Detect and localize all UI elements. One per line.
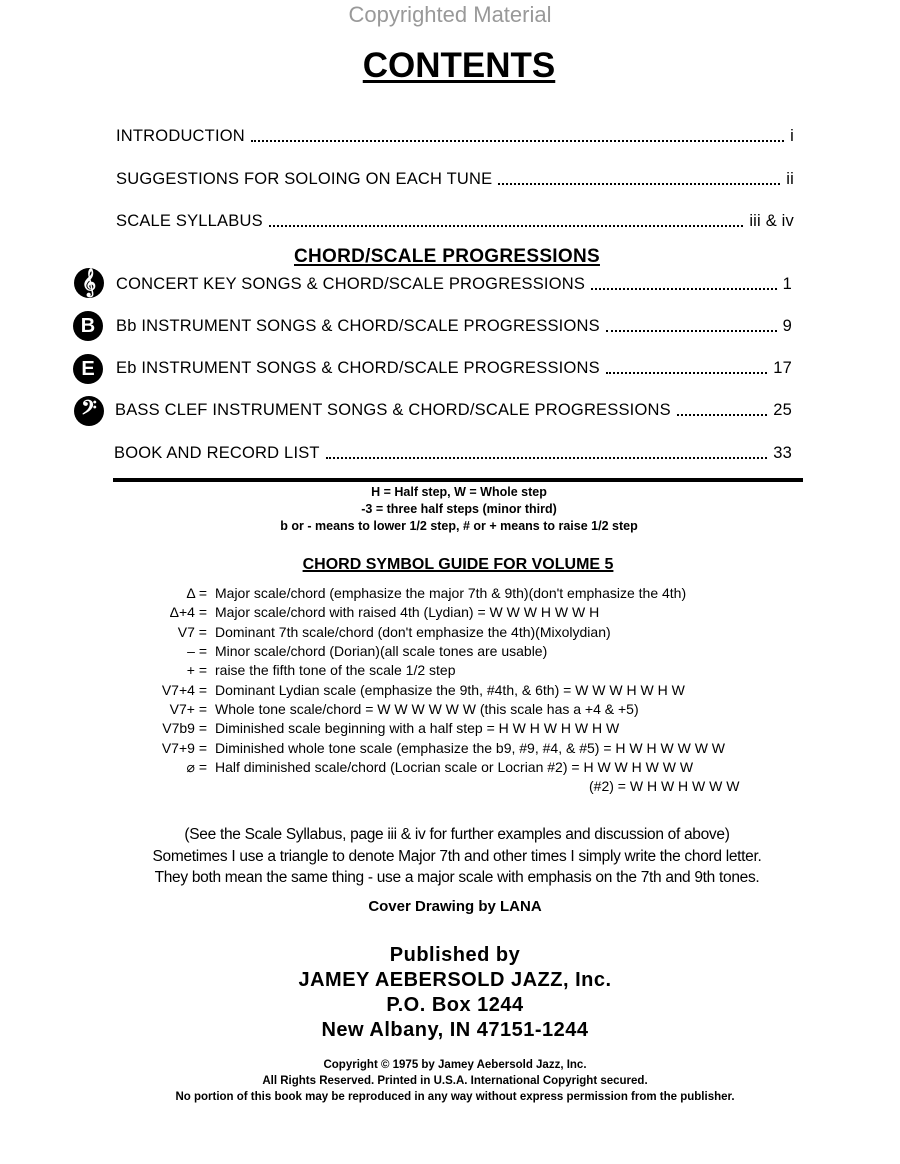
chord-description: Whole tone scale/chord = W W W W W W (this scale has a +4 & +5) [215,701,639,717]
chord-symbol: Δ+4 = [169,604,207,620]
chord-description: Minor scale/chord (Dorian)(all scale tones are usable) [215,643,548,659]
chord-description: Diminished scale beginning with a half step = H W H W H W H W [215,720,620,736]
toc-item-suggestions[interactable] [116,170,794,189]
publisher-line: New Albany, IN 47151-1244 [321,1019,589,1041]
toc-item-eb-instrument[interactable] [116,359,792,378]
toc-label: Bb INSTRUMENT SONGS & CHORD/SCALE PROGRESSIONS [116,317,600,335]
note-line: (See the Scale Syllabus, page iii & iv for further examples and discussion of above) [184,826,730,843]
note-line: They both mean the same thing - use a major scale with emphasis on the 7th and 9th tones. [154,869,760,886]
chord-symbol: Δ = [186,585,207,601]
legend-line: -3 = three half steps (minor third) [361,502,557,516]
leader-dots [498,183,780,185]
eb-badge-icon: E [73,354,103,384]
chord-description: Dominant Lydian scale (emphasize the 9th, #4th, & 6th) = W W W H W H W [215,682,685,698]
toc-item-bb-instrument[interactable] [116,317,792,336]
cover-credit: Cover Drawing by LANA [368,898,542,915]
toc-page: i [790,127,794,145]
publisher-line: JAMEY AEBERSOLD JAZZ, Inc. [298,969,612,991]
watermark: Copyrighted Material [348,2,552,27]
page-title: CONTENTS [362,46,556,85]
leader-dots [606,330,777,332]
publisher-line: Published by [389,944,521,966]
toc-label: BASS CLEF INSTRUMENT SONGS & CHORD/SCALE PROGRESSIONS [115,401,671,419]
chord-symbol: V7+9 = [161,740,207,756]
toc-label: Eb INSTRUMENT SONGS & CHORD/SCALE PROGRESSIONS [116,359,600,377]
toc-page: 1 [782,275,792,293]
chord-symbol: ⌀ = [186,759,207,775]
chord-symbol: + = [186,662,207,678]
copyright-line: No portion of this book may be reproduced in any way without express permission from the publisher. [175,1091,735,1103]
chord-symbol: V7 = [177,624,207,640]
chord-symbol: V7b9 = [162,720,207,736]
chord-symbol: V7+ = [169,701,207,717]
publisher-line: P.O. Box 1244 [386,994,524,1016]
chord-description: Major scale/chord (emphasize the major 7th & 9th)(don't emphasize the 4th) [215,585,687,601]
leader-dots [326,457,768,459]
toc-label: SUGGESTIONS FOR SOLOING ON EACH TUNE [116,170,493,188]
chord-description: Major scale/chord with raised 4th (Lydian) = W W W H W W H [215,604,600,620]
divider-rule [113,478,803,482]
section-heading: CHORD/SCALE PROGRESSIONS [294,246,600,267]
chord-symbol: – = [187,643,207,659]
chord-description: Diminished whole tone scale (emphasize the b9, #9, #4, & #5) = H W H W W W W [215,740,726,756]
toc-page: 9 [782,317,792,335]
chord-description: Half diminished scale/chord (Locrian scale or Locrian #2) = H W W H W W W [215,759,694,775]
leader-dots [591,288,777,290]
legend-line: b or - means to lower 1/2 step, # or + means to raise 1/2 step [280,519,638,533]
note-line: Sometimes I use a triangle to denote Major 7th and other times I simply write the chord letter. [152,848,762,865]
toc-label: BOOK AND RECORD LIST [114,444,320,462]
copyright-line: Copyright © 1975 by Jamey Aebersold Jazz, Inc. [323,1059,587,1071]
toc-page: 33 [773,444,792,462]
leader-dots [251,140,784,142]
toc-label: SCALE SYLLABUS [116,212,263,230]
treble-clef-icon: 𝄞 [74,268,104,298]
chord-description-extra: (#2) = W H W H W W W [589,778,740,794]
leader-dots [677,414,767,416]
toc-page: 17 [773,359,792,377]
chord-symbol: V7+4 = [161,682,207,698]
copyright-line: All Rights Reserved. Printed in U.S.A. International Copyright secured. [262,1075,648,1087]
toc-page: iii & iv [749,212,794,230]
bb-badge-icon: B [73,311,103,341]
leader-dots [269,225,744,227]
bass-clef-icon: 𝄢 [74,396,104,426]
chord-description: raise the fifth tone of the scale 1/2 step [215,662,456,678]
toc-item-scale-syllabus[interactable] [116,212,794,231]
toc-item-bass-clef[interactable] [115,401,792,420]
toc-item-book-record-list[interactable] [114,444,792,463]
leader-dots [606,372,767,374]
chord-description: Dominant 7th scale/chord (don't emphasize the 4th)(Mixolydian) [215,624,611,640]
toc-label: INTRODUCTION [116,127,245,145]
toc-page: ii [786,170,794,188]
legend-line: H = Half step, W = Whole step [371,485,547,499]
chord-guide-title: CHORD SYMBOL GUIDE FOR VOLUME 5 [302,556,614,573]
toc-page: 25 [773,401,792,419]
toc-item-concert-key[interactable] [116,275,792,294]
toc-label: CONCERT KEY SONGS & CHORD/SCALE PROGRESSIONS [116,275,586,293]
toc-item-introduction[interactable] [116,127,794,146]
